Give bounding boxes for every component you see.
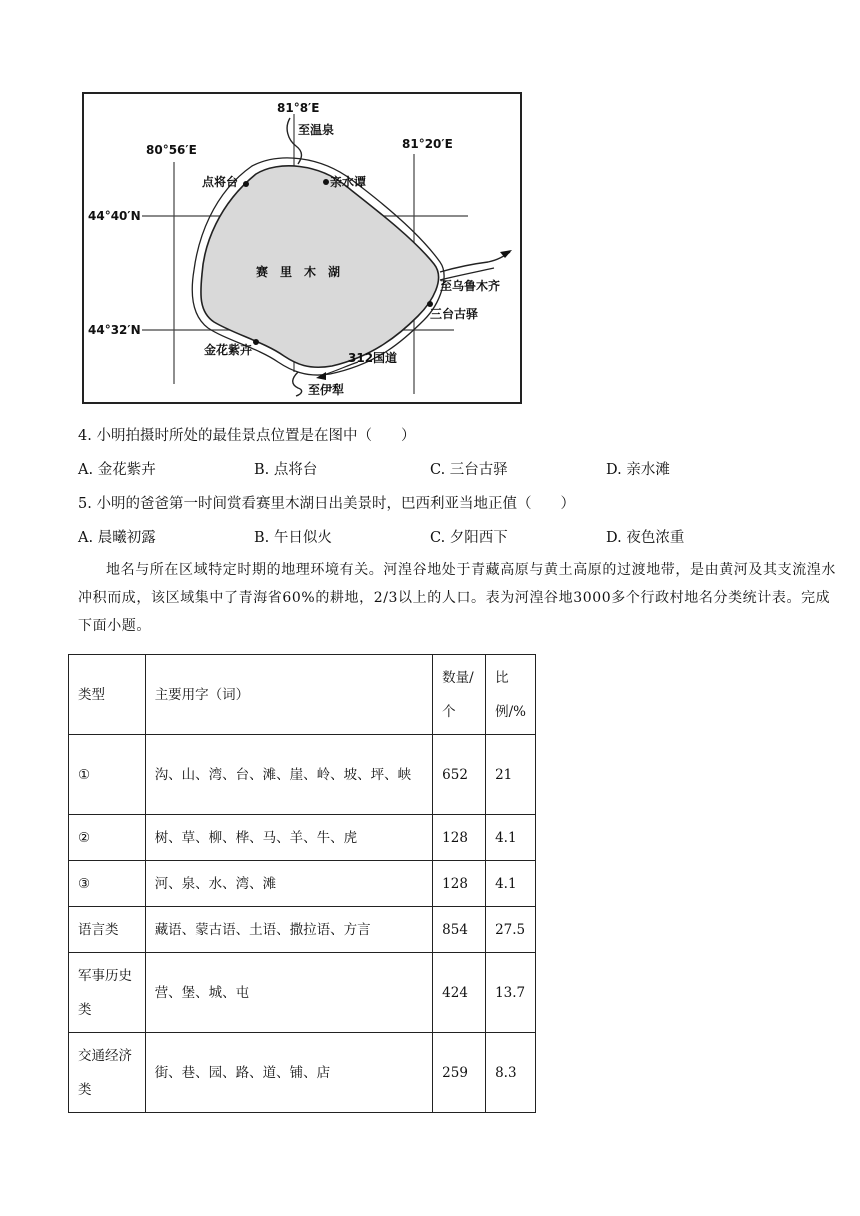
dot-jinhuazihui [253, 339, 259, 345]
passage: 地名与所在区域特定时期的地理环境有关。河湟谷地处于青藏高原与黄土高原的过渡地带，是由黄河及其支流湟水冲积而成，该区域集中了青海省60%的耕地，2/3以上的人口。表为河湟谷地3000多个行政村地名分类统计表。完成下面小题。 [78, 562, 836, 634]
cell-ratio: 4.1 [486, 815, 536, 861]
label-lon-right: 81°20′E [402, 137, 453, 151]
table-row [69, 735, 536, 815]
header-words: 主要用字（词） [145, 655, 432, 735]
q5-option-b[interactable]: B. 午日似火 [254, 530, 332, 546]
cell-words: 藏语、蒙古语、土语、撒拉语、方言 [145, 907, 432, 953]
q4-option-d[interactable]: D. 亲水滩 [606, 462, 670, 478]
dot-dianjiangtai [243, 181, 249, 187]
cell-count: 424 [433, 953, 486, 1033]
cell-ratio: 27.5 [486, 907, 536, 953]
label-santaiguyi: 三台古驿 [430, 307, 479, 321]
header-ratio: 比例/% [486, 655, 536, 735]
label-to-urumqi: 至乌鲁木齐 [440, 279, 501, 293]
label-qinshuitan: 亲水谭 [330, 175, 367, 189]
cell-ratio: 8.3 [486, 1033, 536, 1113]
cell-words: 树、草、柳、桦、马、羊、牛、虎 [145, 815, 432, 861]
table-row [69, 815, 536, 861]
q5-option-c[interactable]: C. 夕阳西下 [430, 530, 508, 546]
cell-count: 128 [433, 815, 486, 861]
cell-type: ② [69, 815, 146, 861]
question-5-stem: 5. 小明的爸爸第一时间赏看赛里木湖日出美景时，巴西利亚当地正值（ ） [78, 496, 575, 512]
cell-ratio: 13.7 [486, 953, 536, 1033]
q4-option-b[interactable]: B. 点将台 [254, 462, 318, 478]
q4-option-a[interactable]: A. 金花紫卉 [78, 462, 156, 478]
q5-option-d[interactable]: D. 夜色浓重 [606, 530, 685, 546]
label-to-wenquan: 至温泉 [298, 123, 335, 137]
label-lon-mid: 81°8′E [277, 101, 320, 115]
cell-words: 河、泉、水、湾、滩 [145, 861, 432, 907]
cell-type: 交通经济类 [69, 1033, 146, 1113]
cell-type: 军事历史类 [69, 953, 146, 1033]
cell-type: ③ [69, 861, 146, 907]
label-lat-top: 44°40′N [88, 209, 141, 223]
arrow-312 [316, 372, 326, 380]
label-dianjiangtai: 点将台 [202, 175, 239, 189]
header-type: 类型 [69, 655, 146, 735]
road-urumqi [440, 252, 510, 272]
cell-words: 沟、山、湾、台、滩、崖、岭、坡、坪、峡 [145, 735, 432, 815]
dot-qinshuitan [323, 179, 329, 185]
map-svg [84, 94, 524, 406]
label-lon-left: 80°56′E [146, 143, 197, 157]
label-jinhuazihui: 金花紫卉 [204, 343, 253, 357]
table-row [69, 1033, 536, 1113]
table-row [69, 953, 536, 1033]
table-row [69, 907, 536, 953]
label-lake: 赛 里 木 湖 [256, 265, 341, 279]
cell-words: 街、巷、园、路、道、铺、店 [145, 1033, 432, 1113]
label-road-312: 312国道 [348, 351, 398, 365]
question-4-stem: 4. 小明拍摄时所处的最佳景点位置是在图中（ ） [78, 428, 416, 444]
label-lat-bottom: 44°32′N [88, 323, 141, 337]
lake-map [82, 92, 522, 404]
table-header-row [69, 655, 536, 735]
table-row [69, 861, 536, 907]
cell-type: ① [69, 735, 146, 815]
cell-count: 259 [433, 1033, 486, 1113]
place-name-table [68, 654, 536, 1113]
q5-option-a[interactable]: A. 晨曦初露 [78, 530, 156, 546]
header-count: 数量/个 [433, 655, 486, 735]
q4-option-c[interactable]: C. 三台古驿 [430, 462, 508, 478]
label-to-yili: 至伊犁 [308, 383, 345, 397]
cell-count: 854 [433, 907, 486, 953]
cell-ratio: 21 [486, 735, 536, 815]
road-yili [293, 372, 302, 396]
cell-words: 营、堡、城、屯 [145, 953, 432, 1033]
cell-ratio: 4.1 [486, 861, 536, 907]
cell-count: 128 [433, 861, 486, 907]
cell-type: 语言类 [69, 907, 146, 953]
cell-count: 652 [433, 735, 486, 815]
